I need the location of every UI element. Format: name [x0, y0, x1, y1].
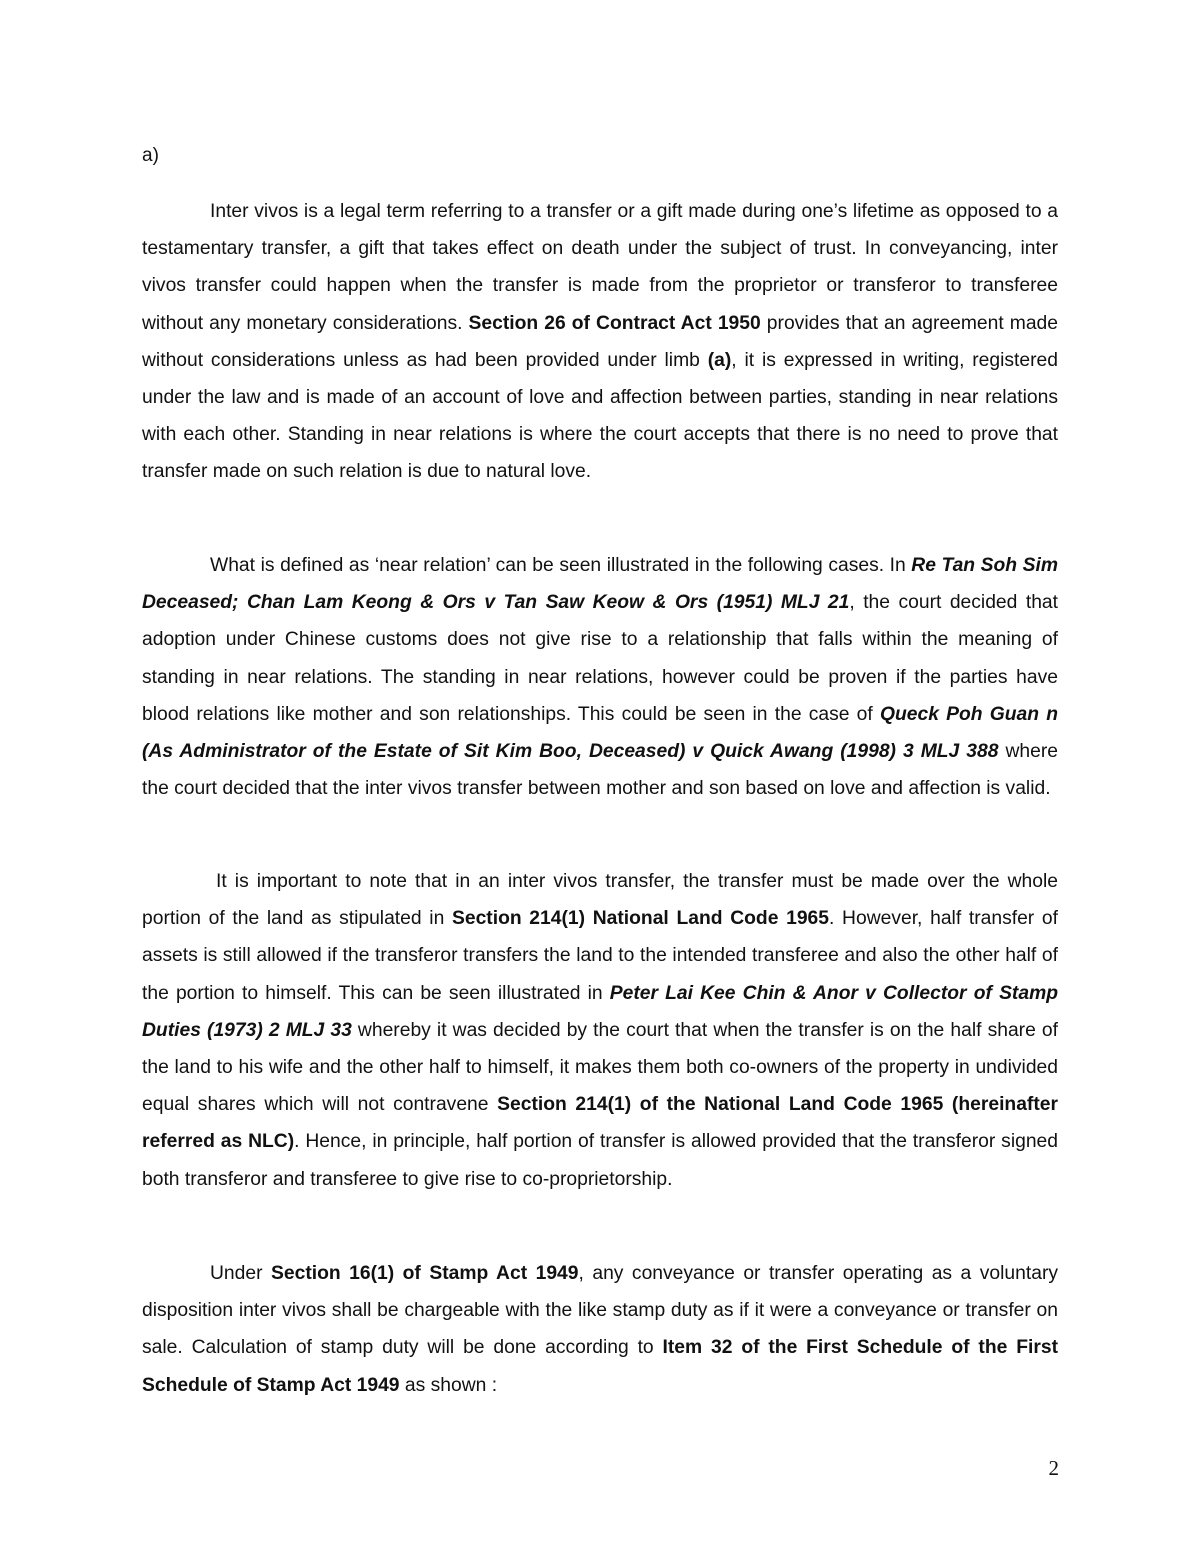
- paragraph-text: provides that an agreement made without considerations unless as had been provided under limb: [142, 312, 1059, 371]
- paragraph-half-transfer: [142, 863, 1058, 1198]
- paragraph-inter-vivos-definition: [142, 193, 1058, 491]
- paragraph-stamp-duty: [142, 1255, 1058, 1404]
- page-number: 2: [1048, 1456, 1059, 1480]
- paragraph-near-relation-cases: [142, 547, 1058, 807]
- statute-reference: Item 32 of the First Schedule of the First Schedule of Stamp Act 1949: [142, 1337, 1058, 1396]
- case-citation: Peter Lai Kee Chin & Anor v Collector of Stamp Duties (1973) 2 MLJ 33: [142, 982, 1058, 1041]
- paragraph-text: . However, half transfer of assets is still allowed if the transferor transfers the land to the intended transferee and also the other half of the portion to himself. This can be seen illustrated in: [142, 908, 1058, 1004]
- statute-reference: (a): [707, 349, 732, 371]
- statute-reference: Section 16(1) of Stamp Act 1949: [271, 1263, 579, 1284]
- case-citation: Queck Poh Guan n (As Administrator of the Estate of Sit Kim Boo, Deceased) v Quick Awang (1998) 3 MLJ 388: [142, 703, 1058, 763]
- paragraph-text: , the court decided that adoption under Chinese customs does not give rise to a relationship that falls within the meaning of standing in near relations. The standing in near relations, however could be proven if the parties have blood relations like mother and son relationships. This could be seen in the case of: [142, 592, 1059, 725]
- paragraph-text: It is important to note that in an inter vivos transfer, the transfer must be made over the whole portion of the land as stipulated in: [142, 871, 1058, 930]
- paragraph-text: , any conveyance or transfer operating as a voluntary disposition inter vivos shall be chargeable with the like stamp duty as if it were a conveyance or transfer on sale. Calculation of stamp duty will be done according to: [142, 1263, 1059, 1359]
- paragraph-text: whereby it was decided by the court that when the transfer is on the half share of the land to his wife and the other half to himself, it makes them both co-owners of the property in undivided equal shares which will not contravene: [142, 1019, 1058, 1116]
- case-citation: Re Tan Soh Sim Deceased; Chan Lam Keong & Ors v Tan Saw Keow & Ors (1951) MLJ 21: [142, 555, 1058, 614]
- statute-reference: Section 214(1) National Land Code 1965: [451, 908, 829, 930]
- paragraph-text: Inter vivos is a legal term referring to a transfer or a gift made during one’s lifetime as opposed to a testamentary transfer, a gift that takes effect on death under the subject of trust. In conveyancing, inter vivos transfer could happen when the transfer is made from the proprietor or transferor to transferee without any monetary considerations.: [142, 201, 1058, 334]
- paragraph-text: Under: [210, 1263, 272, 1284]
- paragraph-text: as shown :: [399, 1374, 498, 1396]
- paragraph-text: What is defined as ‘near relation’ can be seen illustrated in the following cases. In: [210, 555, 912, 576]
- paragraph-text: . Hence, in principle, half portion of transfer is allowed provided that the transferor signed both transferor and transferee to give rise to co-proprietorship.: [142, 1131, 1058, 1190]
- paragraph-text: , it is expressed in writing, registered under the law and is made of an account of love and affection between parties, standing in near relations with each other. Standing in near relations is where the court accepts that there is no need to prove that transfer made on such relation is due to natural love.: [142, 349, 1058, 483]
- statute-reference: Section 26 of Contract Act 1950: [468, 312, 761, 334]
- paragraph-text: where the court decided that the inter vivos transfer between mother and son based on love and affection is valid.: [142, 741, 1058, 800]
- statute-reference: Section 214(1) of the National Land Code 1965 (hereinafter referred as NLC): [142, 1094, 1059, 1153]
- section-heading: a): [142, 145, 159, 166]
